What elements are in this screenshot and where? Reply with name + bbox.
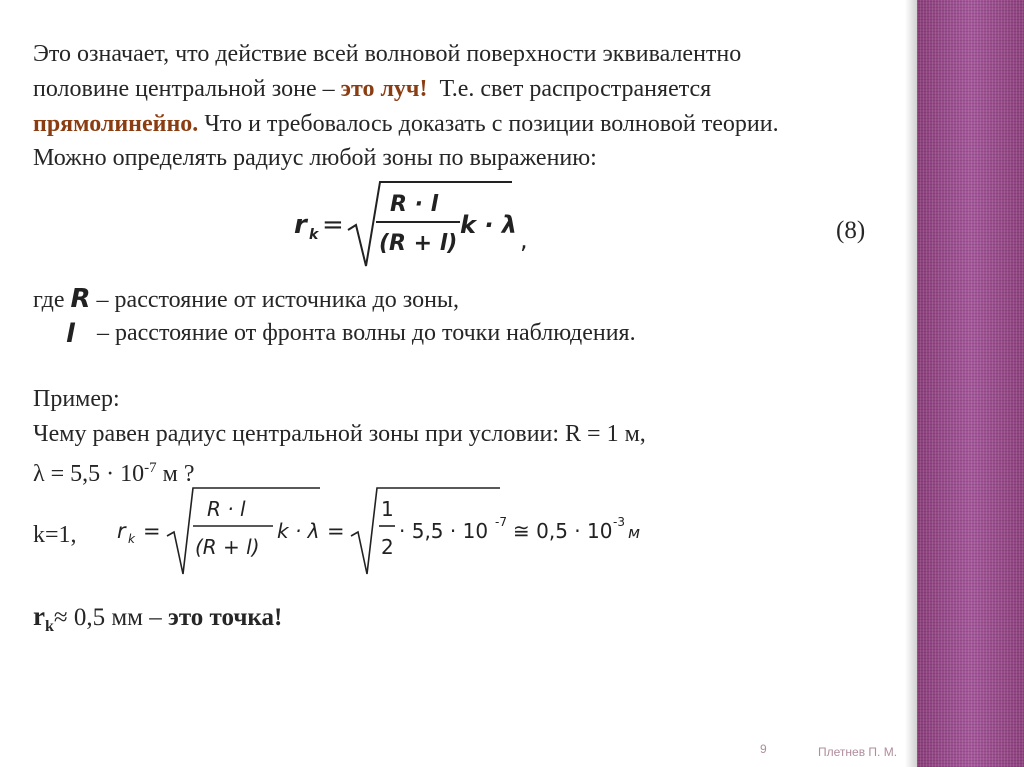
answer-bold: это точка! xyxy=(168,604,283,631)
footer-author: Плетнев П. М. xyxy=(818,745,898,759)
side-shadow xyxy=(905,0,917,767)
formula-example xyxy=(115,482,675,580)
example-question-line-1: Чему равен радиус центральной зоны при условии: R = 1 м, xyxy=(33,421,646,447)
answer-subscript: k xyxy=(44,618,54,635)
paragraph-line-3 xyxy=(33,108,779,140)
formula-approx-exponent: -3 xyxy=(613,515,625,529)
text: λ = 5,5 · 10 xyxy=(33,461,145,487)
answer-r: r xyxy=(33,601,45,631)
k-label: k=1, xyxy=(33,522,77,548)
formula-approx: ≅ 0,5 · 10 xyxy=(513,519,613,543)
text: Что и требовалось доказать с позиции волновой теории. xyxy=(198,111,779,137)
formula-equals-2: = xyxy=(327,519,345,543)
formula-mid: · 5,5 · 10 xyxy=(399,519,489,543)
where-label: где xyxy=(33,287,65,313)
symbol-R: R xyxy=(70,284,91,314)
formula-unit: м xyxy=(628,523,641,542)
formula-8 xyxy=(292,178,537,270)
formula-lhs-sub: k xyxy=(309,227,319,243)
formula-lhs-sub: k xyxy=(128,532,135,546)
answer-line xyxy=(33,600,282,643)
equation-number: (8) xyxy=(836,217,866,244)
paragraph-line-2 xyxy=(33,73,711,105)
formula-comma: , xyxy=(520,226,528,254)
example-heading: Пример: xyxy=(33,386,120,412)
paragraph-line-1: Это означает, что действие всей волновой поверхности эквивалентно xyxy=(33,41,742,67)
fraction-denominator: 2 xyxy=(381,535,394,559)
fraction-numerator: 1 xyxy=(381,497,394,521)
symbol-l: l xyxy=(66,319,75,349)
formula-equals: = xyxy=(143,519,161,543)
formula-equals: = xyxy=(322,210,344,240)
text: м ? xyxy=(156,461,195,487)
decorative-side-panel xyxy=(917,0,1024,767)
formula-denominator: (R + l) xyxy=(379,231,458,256)
text: половине центральной зоне – xyxy=(33,76,341,102)
highlight-ray: это луч! xyxy=(340,76,428,102)
formula-tail: k · λ xyxy=(277,519,320,543)
where-line-r xyxy=(33,283,459,316)
text: – расстояние от источника до зоны, xyxy=(90,287,460,313)
formula-denominator: (R + l) xyxy=(195,535,260,559)
exponent: -7 xyxy=(144,460,157,476)
formula-mid-exponent: -7 xyxy=(495,515,507,529)
formula-numerator: R · l xyxy=(207,497,246,521)
formula-lhs: r xyxy=(294,210,307,240)
page-number: 9 xyxy=(760,742,767,756)
highlight-rectilinear: прямолинейно. xyxy=(33,111,199,137)
formula-numerator: R · l xyxy=(390,192,439,217)
text: Т.е. свет распространяется xyxy=(427,76,712,102)
formula-lhs: r xyxy=(117,519,126,543)
where-line-l: – расстояние от фронта волны до точки наблюдения. xyxy=(97,320,636,346)
formula-tail: k · λ xyxy=(460,211,517,239)
paragraph-line-4: Можно определять радиус любой зоны по выражению: xyxy=(33,145,597,171)
text: ≈ 0,5 мм – xyxy=(53,604,169,631)
